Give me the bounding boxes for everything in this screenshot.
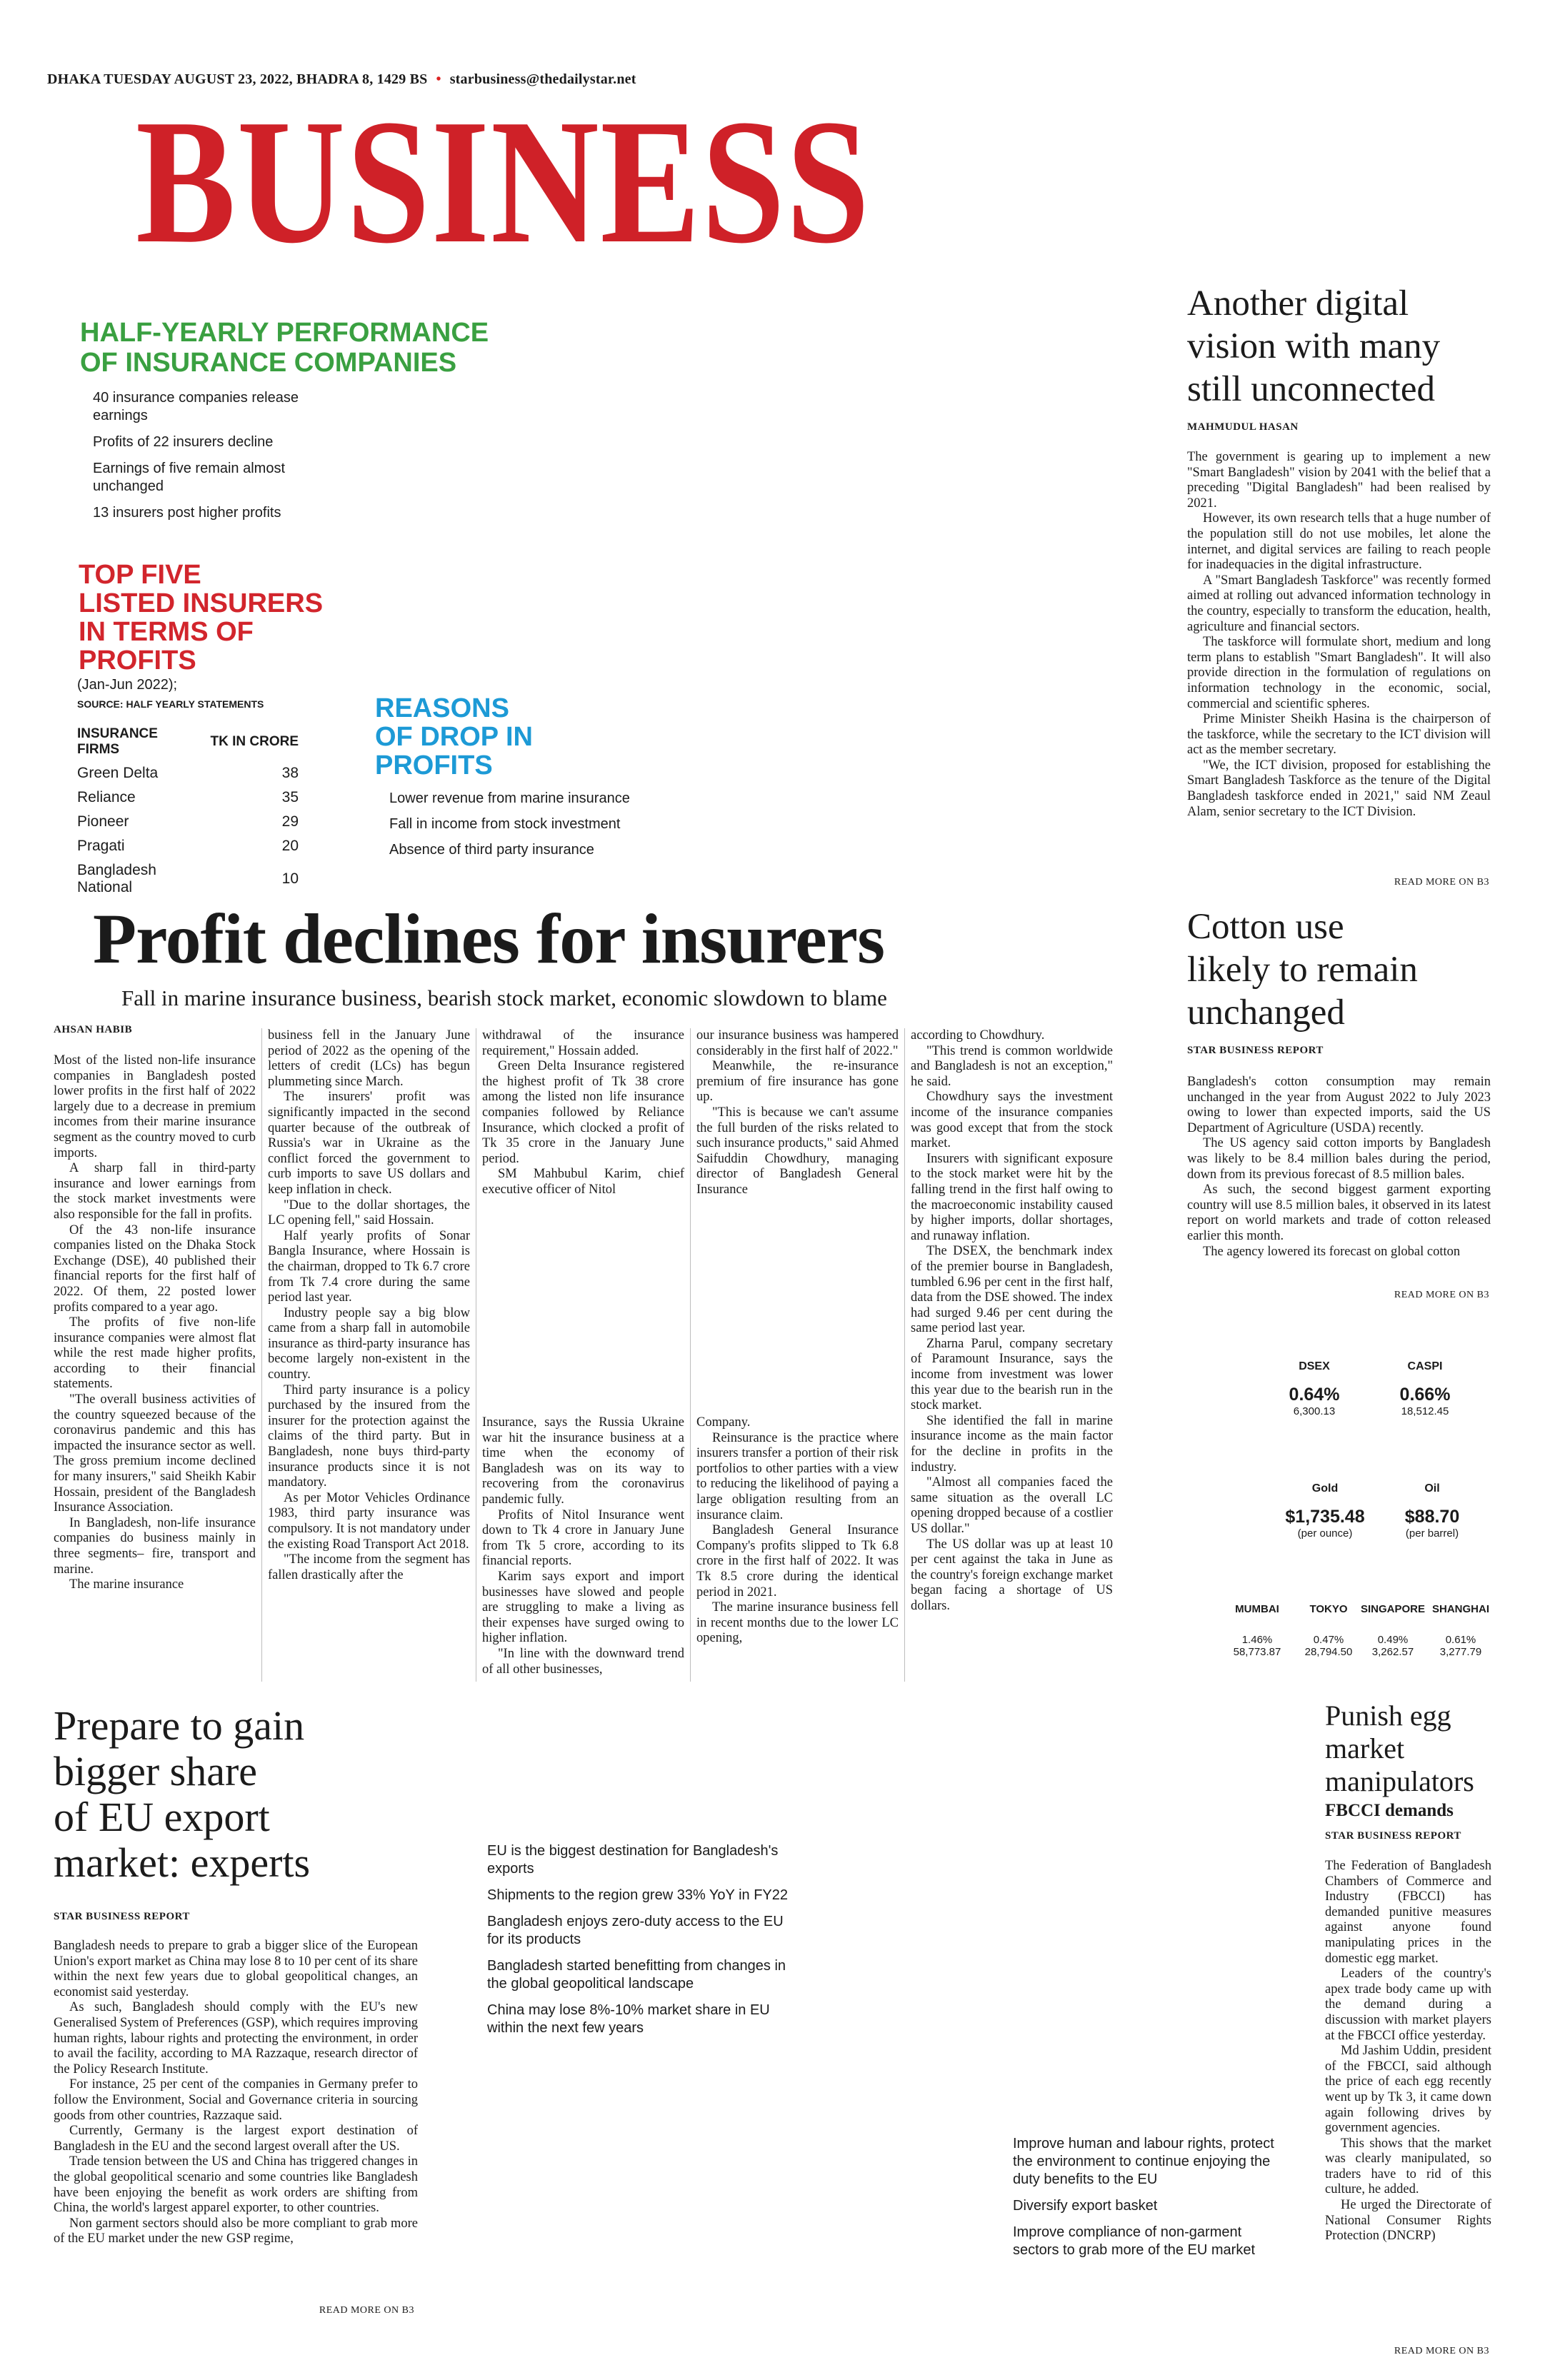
lead-column-1 bbox=[54, 1053, 256, 1593]
egg-body bbox=[1325, 1859, 1491, 2244]
column-divider bbox=[690, 1028, 691, 1682]
paragraph: The DSEX, the benchmark index of the premier bourse in Bangladesh, tumbled 6.96 per cent in the first half, data from the DSE showed. The index had surged 9.46 per cent during the same period last year. bbox=[911, 1244, 1113, 1336]
headline-line: of EU export bbox=[54, 1794, 270, 1840]
bullet-item: Profits of 22 insurers decline bbox=[93, 434, 274, 450]
need-item: Improve compliance of non-garment sectors to grab more of the EU market bbox=[1013, 2224, 1256, 2258]
paragraph: The marine insurance business fell in recent months due to the lower LC opening, bbox=[696, 1600, 899, 1646]
firm-name: Pioneer bbox=[77, 813, 129, 830]
paragraph: In Bangladesh, non-life insurance companies do business mainly in three segments– fire, transport and marine. bbox=[54, 1515, 256, 1577]
egg-byline: STAR BUSINESS REPORT bbox=[1325, 1830, 1461, 1842]
paragraph: business fell in the January June period of 2022 as the opening of the letters of credit (LCs) has begun plummeting since March. bbox=[268, 1028, 470, 1089]
fact-item: China may lose 8%-10% market share in EU within the next few years bbox=[487, 2002, 770, 2036]
top-five-title-line: IN TERMS OF bbox=[79, 617, 254, 647]
headline-line: vision with many bbox=[1187, 326, 1441, 366]
fact-item: Bangladesh started benefitting from changes in the global geopolitical landscape bbox=[487, 1958, 786, 1992]
paragraph: Leaders of the country's apex trade body came up with the demand during a discussion with market players at the FBCCI office yesterday. bbox=[1325, 1967, 1491, 2043]
headline-line: market bbox=[1325, 1732, 1405, 1764]
table-row bbox=[77, 810, 299, 834]
table-header-row bbox=[77, 723, 299, 761]
digital-headline[interactable] bbox=[1187, 282, 1523, 411]
reason-item: Lower revenue from marine insurance bbox=[389, 790, 630, 806]
paragraph: However, its own research tells that a huge number of the population still do not use mobiles, let alone the internet, and digital services are failing to reach people for inadequacies in the digital infrastructure. bbox=[1187, 511, 1491, 573]
paragraph: "Almost all companies faced the same situation as the overall LC opening dropped because of a costlier US dollar." bbox=[911, 1475, 1113, 1536]
paragraph: Bangladesh General Insurance Company's profits slipped to Tk 6.8 crore in the first half of 2022. It was Tk 8.5 crore during the identical period in 2021. bbox=[696, 1523, 899, 1600]
headline-line: manipulators bbox=[1325, 1765, 1474, 1797]
profit-value: 20 bbox=[281, 838, 299, 854]
market-oil bbox=[1389, 1482, 1475, 1540]
paragraph: This shows that the market was clearly manipulated, so traders have to rid of this culture, he added. bbox=[1325, 2136, 1491, 2197]
paragraph: Md Jashim Uddin, president of the FBCCI, said although the price of each egg recently went up by Tk 3, it came down again following drives by government agencies. bbox=[1325, 2044, 1491, 2136]
reasons-title-line: PROFITS bbox=[375, 750, 493, 780]
fact-item: Shipments to the region grew 33% YoY in FY22 bbox=[487, 1887, 789, 1903]
infographic-title-line: HALF-YEARLY PERFORMANCE bbox=[80, 318, 489, 348]
commodity-name: Gold bbox=[1311, 1482, 1339, 1495]
market-value: 58,773.87 bbox=[1233, 1646, 1281, 1658]
paragraph: The government is gearing up to implement a new "Smart Bangladesh" vision by 2041 with the belief that a preceding "Digital Bangladesh" had been realised by 2021. bbox=[1187, 450, 1491, 511]
paragraph: Chowdhury says the investment income of the insurance companies was good except that from the stock market. bbox=[911, 1090, 1113, 1151]
column-divider bbox=[904, 1028, 905, 1682]
market-value: 28,794.50 bbox=[1304, 1646, 1353, 1658]
index-value: 18,512.45 bbox=[1401, 1405, 1449, 1417]
source-label: SOURCE: HALF YEARLY STATEMENTS bbox=[77, 698, 264, 710]
top-five-title-line: LISTED INSURERS bbox=[79, 588, 324, 618]
bullet-item: 13 insurers post higher profits bbox=[93, 505, 281, 521]
reasons-title bbox=[375, 694, 604, 780]
reasons-title-line: OF DROP IN bbox=[375, 722, 533, 752]
index-change: 0.66% bbox=[1399, 1385, 1451, 1405]
paragraph: She identified the fall in marine insurance income as the main factor for the decline in profits in the industry. bbox=[911, 1413, 1113, 1475]
headline-line: bigger share bbox=[54, 1748, 258, 1794]
read-more-link[interactable]: READ MORE ON B3 bbox=[1394, 877, 1489, 888]
paragraph: As per Motor Vehicles Ordinance 1983, third party insurance was compulsory. It is not mandatory under the existing Road Transport Act 2018. bbox=[268, 1490, 470, 1552]
headline-line: Prepare to gain bbox=[54, 1702, 305, 1749]
table-row bbox=[77, 761, 299, 785]
cotton-byline: STAR BUSINESS REPORT bbox=[1187, 1045, 1324, 1056]
lead-headline[interactable]: Profit declines for insurers bbox=[93, 899, 884, 978]
profit-value: 38 bbox=[281, 765, 299, 781]
market-gold bbox=[1275, 1482, 1375, 1540]
cotton-headline[interactable] bbox=[1187, 905, 1523, 1034]
lead-column-3-top bbox=[482, 1028, 684, 1198]
market-name: TOKYO bbox=[1309, 1603, 1348, 1615]
bullet-item: 40 insurance companies release earnings bbox=[93, 390, 299, 423]
market-change: 0.49% bbox=[1377, 1634, 1409, 1646]
fact-item: Bangladesh enjoys zero-duty access to the EU for its products bbox=[487, 1914, 784, 1947]
paragraph: Bangladesh needs to prepare to grab a bigger slice of the European Union's export market as China may lose 8 to 10 per cent of its share within the next few years due to global geopolitical changes, an economist said yesterday. bbox=[54, 1939, 418, 1999]
date-text: DHAKA TUESDAY AUGUST 23, 2022, BHADRA 8, 1429 BS bbox=[47, 71, 428, 87]
paragraph: The insurers' profit was significantly impacted in the second quarter because of the outbreak of Russia's war in Ukraine as the conflict forced the government to curb imports to save US dollars and keep inflation in check. bbox=[268, 1090, 470, 1197]
paragraph: The US dollar was up at least 10 per cent against the taka in June as the country's foreign exchange market began facing a shortage of US dollars. bbox=[911, 1537, 1113, 1613]
commodity-name: Oil bbox=[1424, 1482, 1440, 1495]
infographic-title bbox=[80, 318, 537, 378]
paragraph: Insurers with significant exposure to the stock market were hit by the falling trend in the first half owing to the macroeconomic instability caused by higher imports, dollar shortages, and runaway inflation. bbox=[911, 1151, 1113, 1243]
fact-item: EU is the biggest destination for Bangladesh's exports bbox=[487, 1843, 779, 1877]
column-divider bbox=[261, 1028, 262, 1682]
top-five-title bbox=[79, 561, 379, 675]
email-link[interactable]: starbusiness@thedailystar.net bbox=[449, 71, 636, 87]
insurers-table bbox=[77, 723, 299, 900]
profit-value: 29 bbox=[281, 813, 299, 830]
headline-line: Cotton use bbox=[1187, 907, 1344, 947]
period-label: (Jan-Jun 2022); bbox=[77, 677, 178, 693]
paragraph: "The overall business activities of the country squeezed because of the coronavirus pandemic and this has impacted the insurance sector as well. The gross premium income declined for many insurers," said Sheikh Kabir Hossain, president of the Bangladesh Insurance Association. bbox=[54, 1392, 256, 1515]
headline-line: still unconnected bbox=[1187, 369, 1435, 409]
market-name: SINGAPORE bbox=[1360, 1603, 1425, 1615]
paragraph: The marine insurance bbox=[69, 1577, 184, 1592]
lead-subhead: Fall in marine insurance business, bearish stock market, economic slowdown to blame bbox=[121, 985, 887, 1010]
reasons-list bbox=[389, 790, 632, 867]
market-name: MUMBAI bbox=[1235, 1603, 1279, 1615]
lead-byline: AHSAN HABIB bbox=[54, 1024, 133, 1035]
paragraph: "This trend is common worldwide and Bangladesh is not an exception," he said. bbox=[911, 1043, 1113, 1089]
paragraph: The Federation of Bangladesh Chambers of Commerce and Industry (FBCCI) has demanded punitive measures against anyone found manipulating prices in the domestic egg market. bbox=[1325, 1859, 1491, 1966]
paragraph: SM Mahbubul Karim, chief executive officer of Nitol bbox=[482, 1167, 684, 1197]
headline-line: unchanged bbox=[1187, 993, 1345, 1033]
table-row bbox=[77, 834, 299, 858]
paragraph: Green Delta Insurance registered the highest profit of Tk 38 crore among the listed non life insurance companies followed by Reliance Insurance, which clocked a profit of Tk 35 crore in the January June period. bbox=[482, 1059, 684, 1166]
read-more-link[interactable]: READ MORE ON B3 bbox=[1394, 1290, 1489, 1300]
lead-column-3-bottom bbox=[482, 1415, 684, 1677]
index-name: DSEX bbox=[1299, 1360, 1330, 1372]
paragraph: Bangladesh's cotton consumption may remain unchanged in the year from August 2022 to July 2023 owing to lower than expected imports, said the US Department of Agriculture (USDA) recently. bbox=[1187, 1075, 1491, 1135]
egg-kicker: FBCCI demands bbox=[1325, 1801, 1454, 1820]
paragraph: "In line with the downward trend of all other businesses, bbox=[482, 1646, 684, 1677]
table-header: TK IN CRORE bbox=[210, 734, 299, 749]
masthead: BUSINESS bbox=[136, 83, 871, 281]
paragraph: For instance, 25 per cent of the companies in Germany prefer to follow the Environment, Social and Governance criteria in sourcing goods from other countries, Razzaque said. bbox=[54, 2077, 418, 2123]
firm-name: Green Delta bbox=[77, 765, 159, 781]
firm-name: Pragati bbox=[77, 838, 125, 854]
paragraph: withdrawal of the insurance requirement," Hossain added. bbox=[482, 1028, 684, 1058]
digital-body bbox=[1187, 450, 1491, 820]
table-row bbox=[77, 785, 299, 810]
market-value: 3,277.79 bbox=[1439, 1646, 1482, 1658]
separator-dot-icon: • bbox=[436, 71, 441, 87]
read-more-link[interactable]: READ MORE ON B3 bbox=[319, 2305, 414, 2316]
paragraph: Karim says export and import businesses have slowed and people are struggling to make a living as their expenses have surged owing to higher inflation. bbox=[482, 1569, 684, 1646]
paragraph: our insurance business was hampered considerably in the first half of 2022." bbox=[696, 1028, 899, 1058]
paragraph: He urged the Directorate of National Consumer Rights Protection (DNCRP) bbox=[1325, 2198, 1491, 2244]
paragraph: Third party insurance is a policy purchased by the insured from the insurer for the protection against the claims of the third party. But in Bangladesh, none buys third-party insurance products since it is not mandatory. bbox=[268, 1382, 470, 1490]
market-dsex bbox=[1271, 1360, 1357, 1417]
lead-column-5 bbox=[911, 1028, 1113, 1615]
eu-body bbox=[54, 1939, 418, 2247]
paragraph: A "Smart Bangladesh Taskforce" was recently formed aimed at rolling out advanced information technology in the country, especially to transform the education, health, agriculture and financial sectors. bbox=[1187, 573, 1491, 634]
firm-name: Reliance bbox=[77, 789, 136, 805]
paragraph: As such, Bangladesh should comply with the EU's new Generalised System of Preferences (GSP), which requires improving human rights, labour rights and protecting the environment, in order to avail the facility, according to MA Razzaque, research director of the Policy Research Institute. bbox=[54, 2000, 418, 2077]
commodity-unit: (per barrel) bbox=[1405, 1527, 1459, 1540]
paragraph: As such, the second biggest garment exporting country will use 8.5 million bales, it observed in its latest report on world markets and trade of cotton released earlier this month. bbox=[1187, 1183, 1491, 1243]
paragraph: The profits of five non-life insurance companies were almost flat while the rest made higher profits, according to their financial statements. bbox=[54, 1315, 256, 1392]
index-name: CASPI bbox=[1407, 1360, 1443, 1372]
reason-item: Fall in income from stock investment bbox=[389, 816, 621, 832]
paragraph: according to Chowdhury. bbox=[911, 1028, 1045, 1043]
paragraph: "Due to the dollar shortages, the LC opening fell," said Hossain. bbox=[268, 1197, 470, 1228]
top-five-title-line: PROFITS bbox=[79, 646, 196, 676]
firm-name: Bangladesh National bbox=[77, 862, 156, 895]
commodity-unit: (per ounce) bbox=[1297, 1527, 1353, 1540]
paragraph: The agency lowered its forecast on global cotton bbox=[1203, 1244, 1461, 1259]
paragraph: Profits of Nitol Insurance went down to Tk 4 crore in January June from Tk 5 crore, according to its financial reports. bbox=[482, 1507, 684, 1569]
lead-column-4-top bbox=[696, 1028, 899, 1198]
read-more-link[interactable]: READ MORE ON B3 bbox=[1394, 2346, 1489, 2356]
commodity-price: $1,735.48 bbox=[1285, 1507, 1365, 1527]
bullet-item: Earnings of five remain almost unchanged bbox=[93, 461, 286, 494]
paragraph: Trade tension between the US and China has triggered changes in the global geopolitical scenario and some countries like Bangladesh have been enjoying the benefit as work orders are shifting from China, the world's largest apparel exporter, to other countries. bbox=[54, 2154, 418, 2216]
index-value: 6,300.13 bbox=[1293, 1405, 1336, 1417]
reason-item: Absence of third party insurance bbox=[389, 842, 594, 858]
market-change: 1.46% bbox=[1241, 1634, 1273, 1646]
lead-column-4-bottom bbox=[696, 1415, 899, 1647]
headline-line: Another digital bbox=[1187, 283, 1409, 323]
paragraph: Industry people say a big blow came from a sharp fall in automobile insurance as third-party insurance has become largely non-existent in the country. bbox=[268, 1305, 470, 1382]
reasons-title-line: REASONS bbox=[375, 693, 509, 723]
need-item: Improve human and labour rights, protect the environment to continue enjoying the duty benefits to the EU bbox=[1013, 2136, 1274, 2187]
table-header: INSURANCE FIRMS bbox=[77, 726, 158, 757]
market-caspi bbox=[1382, 1360, 1468, 1417]
eu-headline[interactable] bbox=[54, 1703, 454, 1886]
paragraph: Prime Minister Sheikh Hasina is the chairperson of the taskforce, while the secretary to the ICT division will act as the member secretary. bbox=[1187, 712, 1491, 758]
market-change: 0.61% bbox=[1445, 1634, 1476, 1646]
headline-line: market: experts bbox=[54, 1839, 311, 1886]
market-change: 0.47% bbox=[1313, 1634, 1344, 1646]
profit-value: 10 bbox=[281, 870, 299, 887]
paragraph: Company. bbox=[696, 1415, 751, 1430]
paragraph: Of the 43 non-life insurance companies listed on the Dhaka Stock Exchange (DSE), 40 published their financial reports for the first half of 2022. Of them, 22 posted lower profits compared to a year ago. bbox=[54, 1222, 256, 1315]
market-name: SHANGHAI bbox=[1431, 1603, 1489, 1615]
paragraph: "The income from the segment has fallen drastically after the bbox=[268, 1552, 470, 1582]
lead-column-2 bbox=[268, 1028, 470, 1583]
paragraph: The US agency said cotton imports by Bangladesh was likely to be 8.4 million bales during the period, down from its previous forecast of 8.5 million bales. bbox=[1187, 1136, 1491, 1182]
market-shanghai bbox=[1418, 1603, 1504, 1658]
table-row bbox=[77, 858, 299, 900]
headline-line: likely to remain bbox=[1187, 950, 1418, 990]
paragraph: Half yearly profits of Sonar Bangla Insurance, where Hossain is the chairman, dropped to Tk 6.7 crore from Tk 7.4 crore during the same period last year. bbox=[268, 1228, 470, 1305]
paragraph: "We, the ICT division, proposed for establishing the Smart Bangladesh Taskforce as the tenure of the Digital Bangladesh taskforce ended in 2021," said NM Zeaul Alam, senior secretary to the ICT Division. bbox=[1187, 758, 1491, 819]
need-item: Diversify export basket bbox=[1013, 2198, 1158, 2214]
headline-line: Punish egg bbox=[1325, 1699, 1451, 1732]
cotton-body bbox=[1187, 1075, 1491, 1260]
egg-headline[interactable] bbox=[1325, 1699, 1525, 1798]
index-change: 0.64% bbox=[1289, 1385, 1340, 1405]
profit-value: 35 bbox=[281, 789, 299, 805]
paragraph: Zharna Parul, company secretary of Paramount Insurance, says the income from investment was lower this year due to the bearish run in the stock market. bbox=[911, 1336, 1113, 1413]
commodity-price: $88.70 bbox=[1404, 1507, 1460, 1527]
performance-bullets bbox=[93, 389, 307, 531]
paragraph: Non garment sectors should also be more compliant to grab more of the EU market under the new GSP regime, bbox=[54, 2216, 418, 2246]
infographic-title-line: OF INSURANCE COMPANIES bbox=[80, 348, 457, 378]
paragraph: "This is because we can't assume the full burden of the risks related to such insurance products," said Ahmed Saifuddin Chowdhury, managing director of Bangladesh General Insurance bbox=[696, 1105, 899, 1197]
paragraph: Reinsurance is the practice where insurers transfer a portion of their risk portfolios to other parties with a view to reducing the likelihood of paying a large obligation resulting from an insurance claim. bbox=[696, 1430, 899, 1522]
eu-byline: STAR BUSINESS REPORT bbox=[54, 1911, 190, 1922]
market-value: 3,262.57 bbox=[1371, 1646, 1414, 1658]
paragraph: Most of the listed non-life insurance companies in Bangladesh posted lower profits in the first half of 2022 largely due to a decrease in premium incomes from their marine insurance segment as the country moved to curb imports. bbox=[54, 1053, 256, 1160]
paragraph: The taskforce will formulate short, medium and long term plans to establish "Smart Bangladesh". It will also provide direction in the formulation of regulations on information technology in the economic, social, commercial and scientific spheres. bbox=[1187, 635, 1491, 711]
paragraph: Meanwhile, the re-insurance premium of fire insurance has gone up. bbox=[696, 1059, 899, 1105]
paragraph: A sharp fall in third-party insurance and lower earnings from the stock market investments were also responsible for the fall in profits. bbox=[54, 1161, 256, 1222]
digital-byline: MAHMUDUL HASAN bbox=[1187, 421, 1299, 433]
paragraph: Currently, Germany is the largest export destination of Bangladesh in the EU and the second largest overall after the US. bbox=[54, 2124, 418, 2154]
top-five-title-line: TOP FIVE bbox=[79, 560, 201, 590]
eu-facts-list bbox=[487, 1842, 801, 2046]
paragraph: Insurance, says the Russia Ukraine war hit the insurance business at a time when the economy of Bangladesh was on its way to recovering from the coronavirus pandemic fully. bbox=[482, 1415, 684, 1507]
eu-needs-list bbox=[1013, 2135, 1281, 2268]
